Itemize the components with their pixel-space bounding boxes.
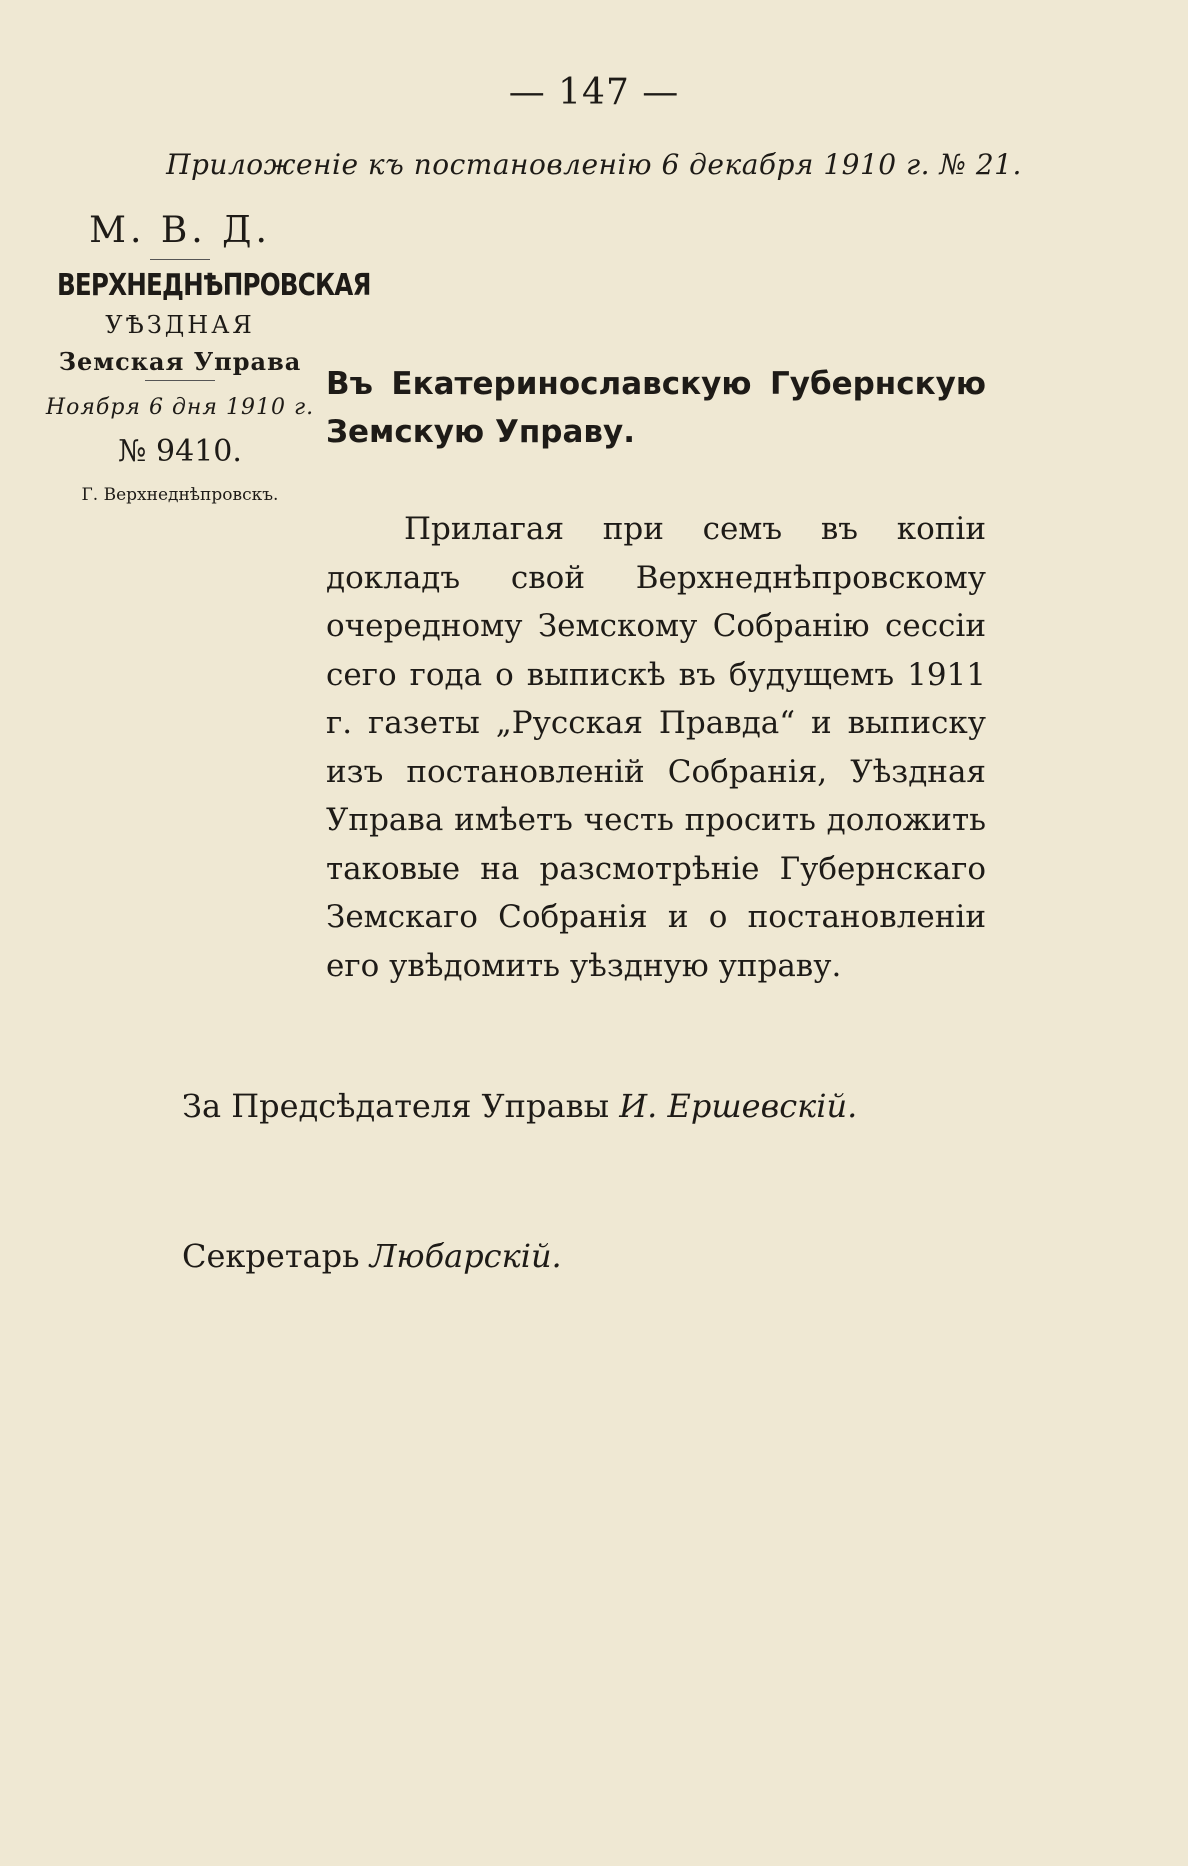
secretary-signature bbox=[182, 1237, 562, 1275]
divider bbox=[145, 380, 215, 381]
secretary-name: Любарскій. bbox=[369, 1237, 562, 1275]
zemskaya-uprava-label: Земская Управа bbox=[58, 347, 302, 376]
secretary-label: Секретарь bbox=[182, 1237, 360, 1275]
ministry-label: М. В. Д. bbox=[89, 210, 271, 251]
sender-city: Г. Верхнеднѣпровскъ. bbox=[81, 485, 279, 505]
chair-name: И. Ершевскій. bbox=[619, 1087, 858, 1125]
addressee: Въ Екатеринославскую Губернскую Земскую Управу. bbox=[326, 366, 986, 450]
chair-label: За Предсѣдателя Управы bbox=[182, 1087, 610, 1125]
uprava-name: ВЕРХНЕДНѢПРОВСКАЯ bbox=[57, 268, 371, 303]
sender-block bbox=[30, 210, 371, 505]
uezdnaya-label: УѢЗДНАЯ bbox=[105, 311, 255, 339]
chair-signature bbox=[182, 1087, 857, 1125]
page-number: — 147 — bbox=[508, 72, 680, 113]
appendix-note: Приложеніе къ постановленію 6 декабря 1910 г. № 21. bbox=[166, 148, 1022, 181]
letter-number: № 9410. bbox=[118, 434, 242, 469]
letter-body: Прилагая при семъ въ копіи докладъ свой Верхнеднѣпровскому очередному Земскому Собранію сессіи сего года о выпискѣ въ будущемъ 1911 г. газеты „Русская Правда“ и выписку изъ постановленій Собранія, Уѣздная Управа имѣетъ честь просить доложить таковые на разсмотрѣніе Губернскаго Земскаго Собранія и о постановленіи его увѣдомить уѣздную управу. bbox=[326, 511, 986, 984]
divider bbox=[150, 259, 210, 260]
letter-date: Ноября 6 дня 1910 г. bbox=[45, 395, 315, 420]
